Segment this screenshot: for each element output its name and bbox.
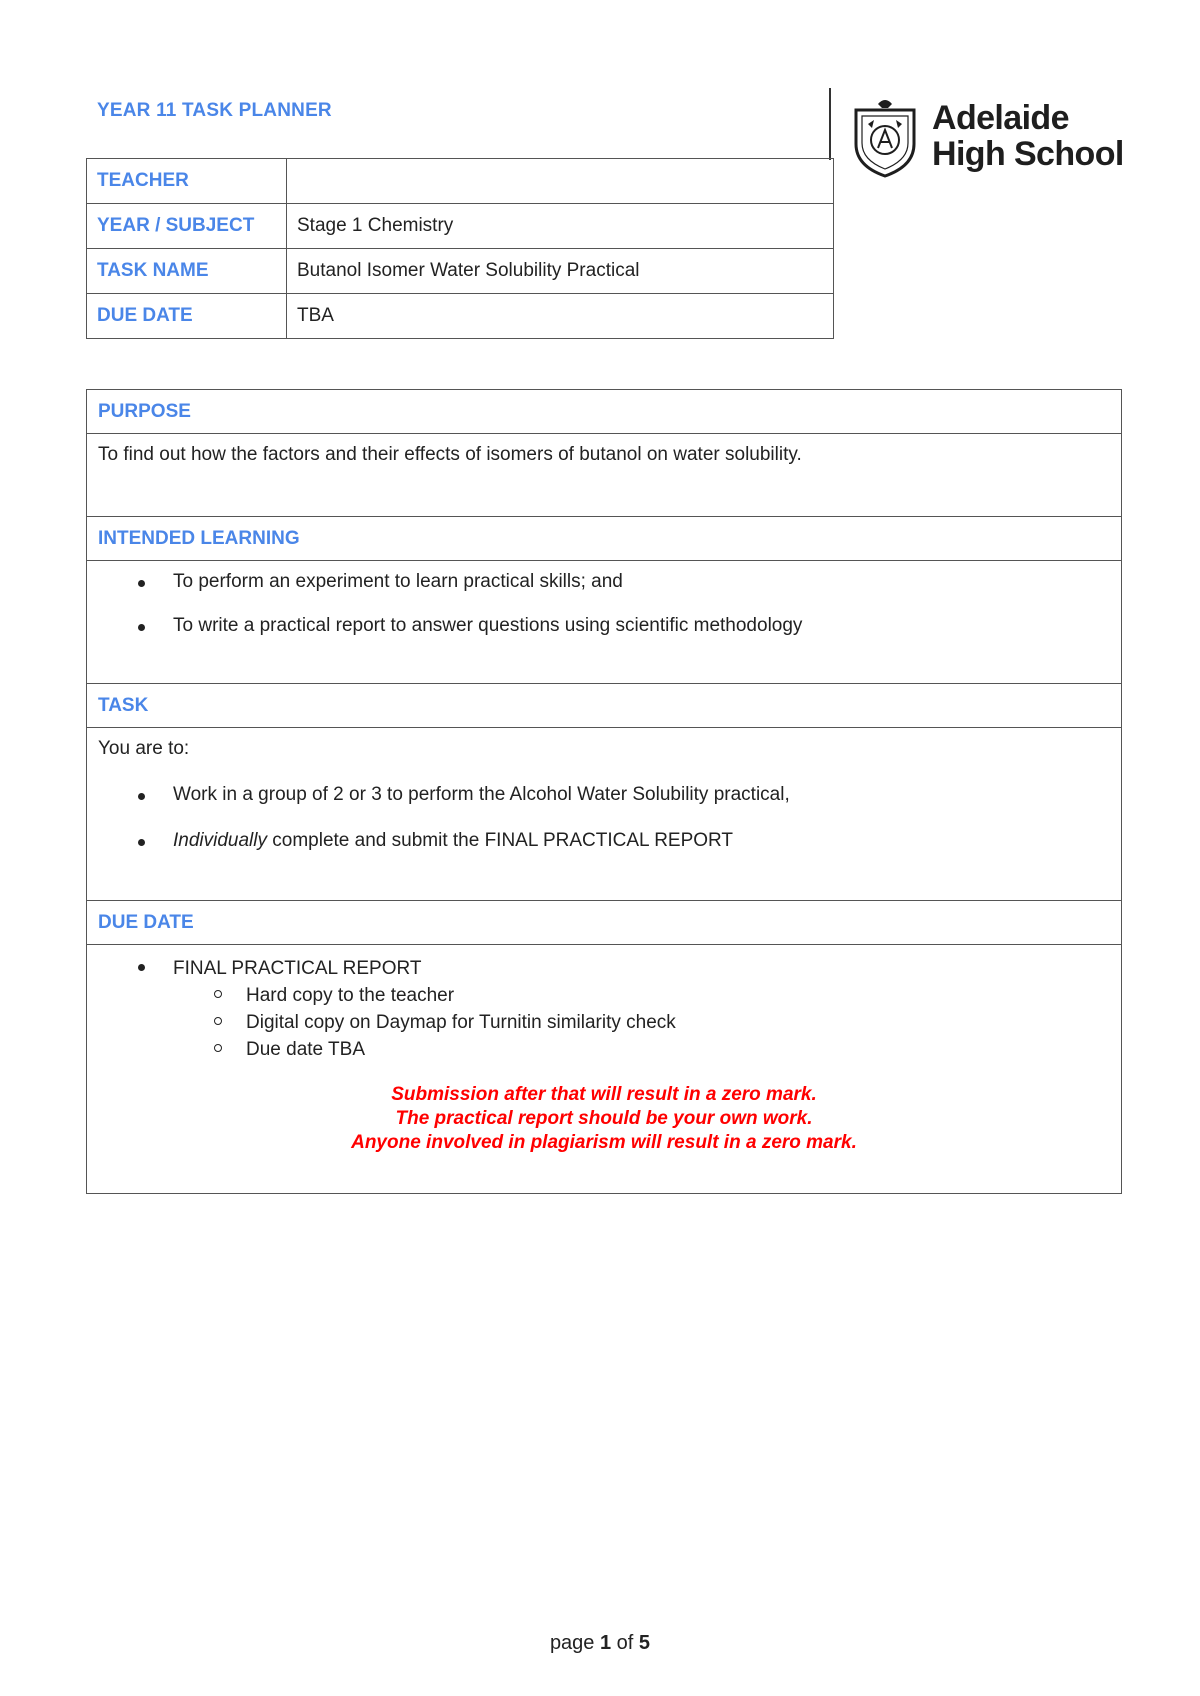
year-subject-value: Stage 1 Chemistry	[287, 204, 834, 249]
intended-learning-heading: INTENDED LEARNING	[87, 517, 1122, 561]
warning-own-work: The practical report should be your own work.	[395, 1108, 813, 1129]
list-item	[173, 955, 1110, 1063]
table-row	[87, 204, 834, 249]
task-heading: TASK	[87, 684, 1122, 728]
purpose-text: To find out how the factors and their effects of isomers of butanol on water solubility.	[98, 444, 802, 465]
school-name-line1: Adelaide	[932, 99, 1069, 137]
table-row	[87, 728, 1122, 901]
intended-learning-list	[98, 571, 1110, 637]
list-item: Due date TBA	[246, 1036, 1110, 1063]
page-of: of	[611, 1632, 639, 1654]
task-name-label: TASK NAME	[87, 249, 287, 294]
due-date-sublist	[173, 982, 1110, 1063]
task-details-table	[86, 389, 1122, 1194]
table-row	[87, 684, 1122, 728]
list-item: Hard copy to the teacher	[246, 982, 1110, 1009]
task-name-value: Butanol Isomer Water Solubility Practical	[287, 249, 834, 294]
task-intro: You are to:	[98, 738, 190, 759]
list-item: Work in a group of 2 or 3 to perform the Alcohol Water Solubility practical,	[173, 784, 1110, 806]
table-row	[87, 159, 834, 204]
list-item: To write a practical report to answer questions using scientific methodology	[173, 615, 1110, 637]
year-subject-label: YEAR / SUBJECT	[87, 204, 287, 249]
purpose-heading: PURPOSE	[87, 390, 1122, 434]
due-date-heading: DUE DATE	[87, 901, 1122, 945]
page-total: 5	[638, 1632, 651, 1654]
teacher-label: TEACHER	[87, 159, 287, 204]
document-title: YEAR 11 TASK PLANNER	[97, 100, 332, 121]
table-row	[87, 249, 834, 294]
table-row	[87, 517, 1122, 561]
task-item2-rest: complete and submit the FINAL PRACTICAL REPORT	[267, 830, 734, 851]
due-date-label: DUE DATE	[87, 294, 287, 339]
table-row	[87, 945, 1122, 1194]
page-current: 1	[600, 1632, 612, 1654]
page-footer	[0, 1632, 1200, 1655]
page-prefix: page	[549, 1632, 600, 1654]
school-logo	[848, 96, 1128, 178]
task-list	[98, 784, 1110, 852]
task-info-table	[86, 158, 834, 339]
table-row	[87, 294, 834, 339]
list-item	[173, 830, 1110, 852]
teacher-value	[287, 159, 834, 204]
table-row	[87, 561, 1122, 684]
table-row	[87, 434, 1122, 517]
final-report-label: FINAL PRACTICAL REPORT	[173, 958, 422, 979]
list-item: Digital copy on Daymap for Turnitin similarity check	[246, 1009, 1110, 1036]
school-name-line2: High School	[932, 135, 1124, 173]
header-divider	[829, 88, 831, 160]
due-date-value: TBA	[287, 294, 834, 339]
warning-late-submission: Submission after that will result in a zero mark.	[391, 1084, 817, 1105]
list-item: To perform an experiment to learn practical skills; and	[173, 571, 1110, 593]
due-date-list	[98, 955, 1110, 1063]
individually-text: Individually	[173, 830, 267, 851]
school-crest-icon	[848, 96, 922, 178]
table-row	[87, 390, 1122, 434]
table-row	[87, 901, 1122, 945]
warning-plagiarism: Anyone involved in plagiarism will result in a zero mark.	[351, 1132, 857, 1153]
school-name	[932, 100, 1124, 172]
warning-block	[98, 1083, 1110, 1155]
